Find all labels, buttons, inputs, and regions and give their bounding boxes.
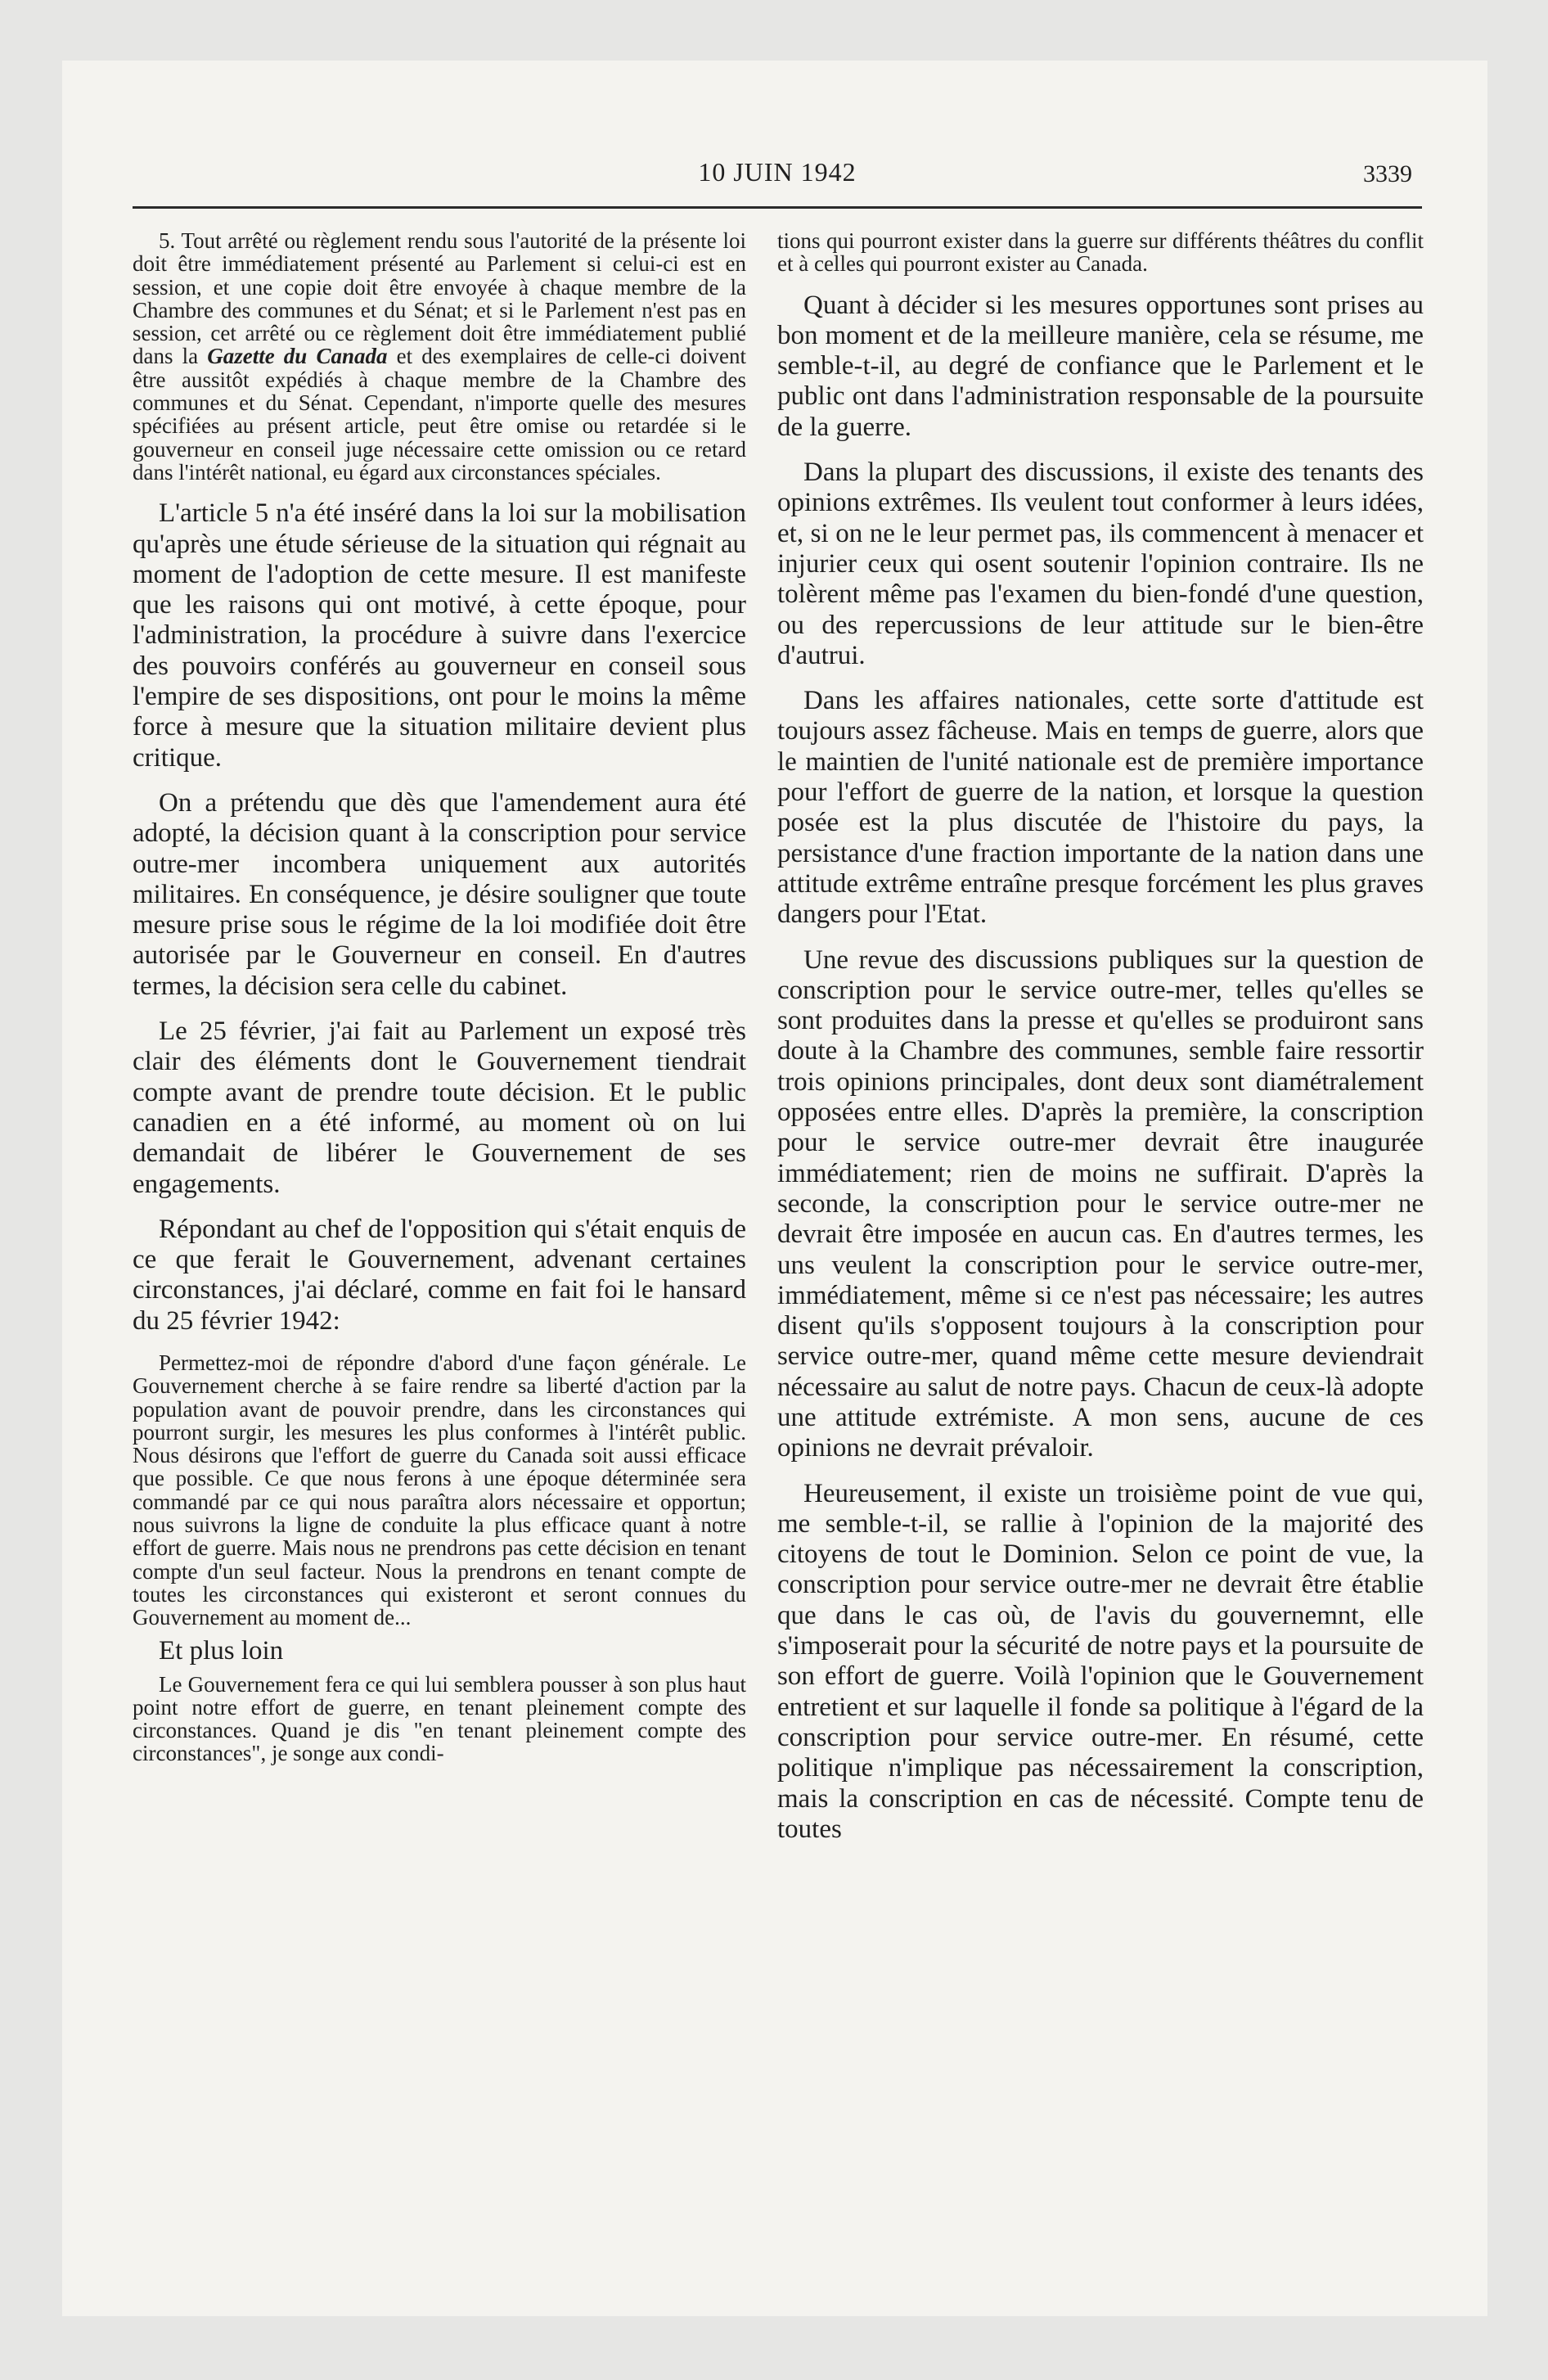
statute-quote [133, 229, 746, 484]
paragraph: L'article 5 n'a été inséré dans la loi sur la mobilisation qu'après une étude sérieuse de la situation qui régnait au moment de l'adoption de cette mesure. Il est manifeste que les raisons qui ont motivé, à cette époque, pour l'administration, la procédure à suivre dans l'exercice des pouvoirs conférés au gouverneur en conseil sous l'empire de ses dispositions, ont pour le moins la même force à mesure que la situation militaire devient plus critique. [133, 498, 746, 773]
header-rule [133, 206, 1422, 209]
header-date: 10 JUIN 1942 [698, 157, 857, 187]
paragraph: Le 25 février, j'ai fait au Parlement un exposé très clair des éléments dont le Gouvernement tiendrait compte avant de prendre toute décision. Et le public canadien en a été informé, au moment où on lui demandait de libérer le Gouvernement de ses engagements. [133, 1016, 746, 1199]
statute-text: 5. Tout arrêté ou règlement rendu sous l'autorité de la présente loi doit être immédiatement présenté au Parlement si celui-ci est en session, et une copie doit être envoyée à chaque membre de la Chambre des communes et du Sénat; et si le Parlement n'est pas en session, cet arrêté ou ce règlement doit être immédiatement publié dans la [133, 228, 746, 369]
right-column [777, 229, 1424, 1859]
paragraph: Quant à décider si les mesures opportunes sont prises au bon moment et de la meilleure manière, cela se résume, me semble-t-il, au degré de confiance que le Parlement et le public ont dans l'administration responsable de la poursuite de la guerre. [777, 290, 1424, 442]
paragraph: Répondant au chef de l'opposition qui s'était enquis de ce que ferait le Gouvernement, advenant certaines circonstances, j'ai déclaré, comme en fait foi le hansard du 25 février 1942: [133, 1214, 746, 1336]
page-number: 3339 [1363, 160, 1412, 187]
paragraph: On a prétendu que dès que l'amendement aura été adopté, la décision quant à la conscription pour service outre-mer incombera uniquement aux autorités militaires. En conséquence, je désire souligner que toute mesure prise sous le régime de la loi modifiée doit être autorisée par le Gouverneur en conseil. En d'autres termes, la décision sera celle du cabinet. [133, 787, 746, 1001]
gazette-title: Gazette du Canada [207, 344, 388, 369]
statute-text-rest: et des exemplaires de celle-ci doivent être aussitôt expédiés à chaque membre de la Chambre des communes et du Sénat. Cependant, n'importe quelle des mesures spécifiées au présent article, peut être omise ou retardée si le gouverneur en conseil juge nécessaire cette omission ou ce retard dans l'intérêt national, eu égard aux circonstances spéciales. [133, 344, 746, 485]
paragraph: Une revue des discussions publiques sur la question de conscription pour le service outre-mer, telles qu'elles se sont produites dans la presse et qu'elles se produiront sans doute à la Chambre des communes, semble faire ressortir trois opinions principales, dont deux sont diamétralement opposées entre elles. D'après la première, la conscription pour le service outre-mer devrait être inaugurée immédiatement; rien de moins ne suffirait. D'après la seconde, la conscription pour le service outre-mer ne devrait être imposée en aucun cas. En d'autres termes, les uns veulent la conscription pour le service outre-mer, immédiatement, même si ce n'est pas nécessaire; les autres disent qu'ils s'opposent toujours à la conscription pour service outre-mer, quand même cette mesure deviendrait nécessaire au salut de notre pays. Chacun de ceux-là adopte une attitude extrémiste. A mon sens, aucune de ces opinions ne devrait prévaloir. [777, 944, 1424, 1463]
paragraph: Heureusement, il existe un troisième point de vue qui, me semble-t-il, se rallie à l'opinion de la majorité des citoyens de tout le Dominion. Selon ce point de vue, la conscription pour service outre-mer ne devrait être établie que dans le cas où, de l'avis du gouvernemnt, elle s'imposerait pour la sécurité de notre pays et la poursuite de son effort de guerre. Voilà l'opinion que le Gouvernement entretient et sur laquelle il fonde sa politique à l'égard de la conscription pour service outre-mer. En résumé, cette politique n'implique pas nécessairement la conscription, mais la conscription en cas de nécessité. Compte tenu de toutes [777, 1478, 1424, 1844]
hansard-quote-continued: Le Gouvernement fera ce qui lui semblera pousser à son plus haut point notre effort de guerre, en tenant pleinement compte des circonstances. Quand je dis "en tenant pleinement compte des circonstances", je songe aux condi- [133, 1671, 746, 1766]
hansard-quote: Permettez-moi de répondre d'abord d'une façon générale. Le Gouvernement cherche à se faire rendre sa liberté d'action par la population avant de pouvoir prendre, dans les circonstances qui pourront surgir, les mesures les plus conformes à l'intérêt public. Nous désirons que l'effort de guerre du Canada soit aussi efficace que possible. Ce que nous ferons à une époque déterminée sera commandé par ce qui nous paraîtra alors nécessaire et opportun; nous suivrons la ligne de conduite la plus efficace quant à notre effort de guerre. Mais nous ne prendrons pas cette décision en tenant compte d'un seul facteur. Nous la prendrons en tenant compte de toutes les circonstances qui existeront et seront connues du Gouvernement au moment de... [133, 1350, 746, 1630]
page-header [133, 152, 1422, 193]
left-column [133, 229, 746, 1780]
paragraph: Dans les affaires nationales, cette sorte d'attitude est toujours assez fâcheuse. Mais en temps de guerre, alors que le maintien de l'unité nationale est de première importance pour l'effort de guerre de la nation, et lorsque la question posée est la plus discutée de l'histoire du pays, la persistance d'une fraction importante de la nation dans une attitude extrême entraîne presque forcément les plus graves dangers pour l'Etat. [777, 686, 1424, 930]
paragraph-continued: tions qui pourront exister dans la guerre sur différents théâtres du conflit et à celles qui pourront exister au Canada. [777, 228, 1424, 277]
et-plus-loin: Et plus loin [159, 1635, 284, 1666]
paragraph: Dans la plupart des discussions, il existe des tenants des opinions extrêmes. Ils veulent tout conformer à leurs idées, et, si on ne le leur permet pas, ils commencent à menacer et injurier ceux qui osent soutenir l'opinion contraire. Ils ne tolèrent même pas l'examen du bien-fondé d'une question, ou des repercussions de leur attitude sur le bien-être d'autrui. [777, 458, 1424, 670]
